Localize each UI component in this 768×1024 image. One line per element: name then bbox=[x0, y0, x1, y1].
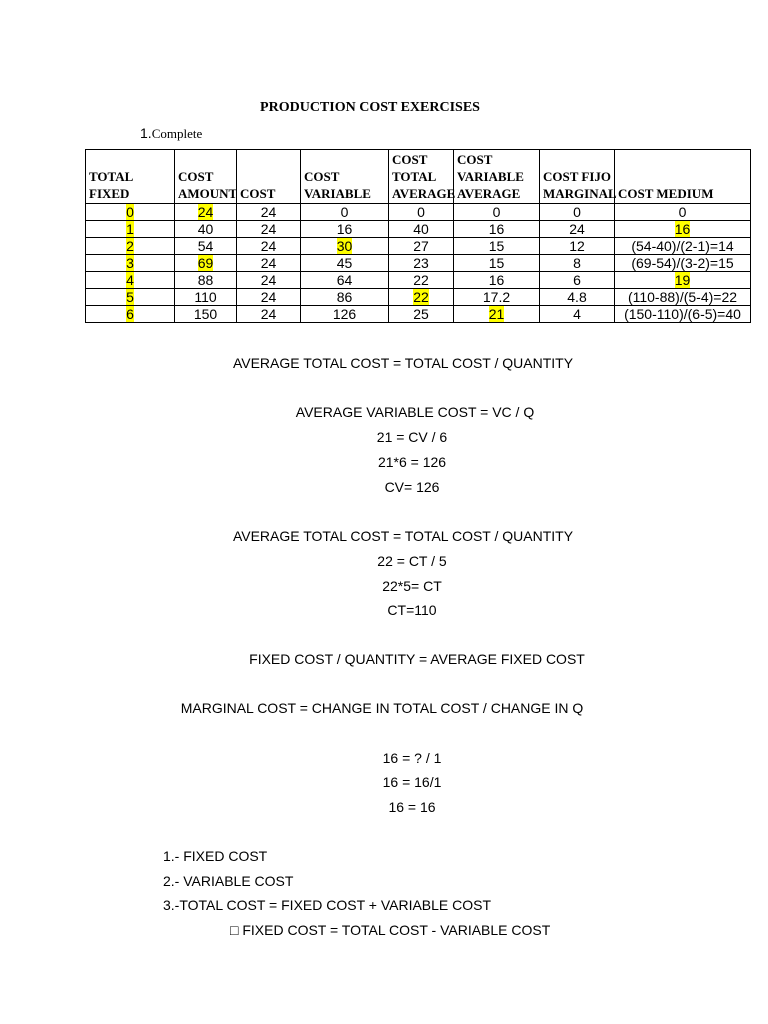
list-item: 3.-TOTAL COST = FIXED COST + VARIABLE COST bbox=[163, 897, 492, 913]
calc-line: 16 = 16/1 bbox=[382, 774, 442, 790]
table-cell: 17.2 bbox=[454, 289, 540, 306]
table-cell bbox=[175, 204, 237, 221]
table-cell bbox=[86, 272, 175, 289]
table-cell: 15 bbox=[454, 238, 540, 255]
header-cost-variable: COST VARIABLE bbox=[301, 150, 389, 204]
formula-average-variable-cost: AVERAGE VARIABLE COST = VC / Q bbox=[295, 404, 535, 420]
table-cell: (110-88)/(5-4)=22 bbox=[615, 289, 751, 306]
calc-line: 16 = 16 bbox=[388, 799, 436, 815]
table-cell bbox=[389, 289, 454, 306]
table-cell: 24 bbox=[237, 255, 301, 272]
highlighted-value: 1 bbox=[126, 221, 134, 237]
table-row bbox=[86, 306, 751, 323]
header-cost-medium: COST MEDIUM bbox=[615, 150, 751, 204]
table-row bbox=[86, 255, 751, 272]
table-cell: 16 bbox=[454, 272, 540, 289]
highlighted-value: 69 bbox=[197, 255, 214, 271]
table-cell bbox=[86, 204, 175, 221]
table-header-row bbox=[86, 150, 751, 204]
table-cell: 0 bbox=[540, 204, 615, 221]
list-item: □ FIXED COST = TOTAL COST - VARIABLE COST bbox=[230, 922, 551, 938]
header-cost: COST bbox=[237, 150, 301, 204]
table-cell bbox=[175, 255, 237, 272]
table-cell: 126 bbox=[301, 306, 389, 323]
table-cell bbox=[454, 306, 540, 323]
table-cell: (150-110)/(6-5)=40 bbox=[615, 306, 751, 323]
list-item: 1.- FIXED COST bbox=[163, 848, 268, 864]
calc-line: 21*6 = 126 bbox=[377, 454, 447, 470]
page-title: PRODUCTION COST EXERCISES bbox=[260, 100, 480, 115]
table-cell: 40 bbox=[389, 221, 454, 238]
table-cell: 4.8 bbox=[540, 289, 615, 306]
table-cell: 27 bbox=[389, 238, 454, 255]
calc-line: CV= 126 bbox=[384, 479, 440, 495]
table-cell bbox=[615, 272, 751, 289]
highlighted-value: 21 bbox=[488, 306, 505, 322]
table-cell: 8 bbox=[540, 255, 615, 272]
highlighted-value: 30 bbox=[336, 238, 353, 254]
table-cell: 12 bbox=[540, 238, 615, 255]
table-cell: 0 bbox=[389, 204, 454, 221]
formula-average-fixed-cost: FIXED COST / QUANTITY = AVERAGE FIXED COST bbox=[249, 651, 585, 667]
table-cell: 24 bbox=[237, 289, 301, 306]
calc-line: 22 = CT / 5 bbox=[377, 553, 447, 569]
exercise-subtitle bbox=[140, 125, 202, 142]
table-row bbox=[86, 289, 751, 306]
table-cell bbox=[615, 221, 751, 238]
header-total-fixed: TOTAL FIXED bbox=[86, 150, 175, 204]
table-cell: 64 bbox=[301, 272, 389, 289]
table-cell: 86 bbox=[301, 289, 389, 306]
table-cell: (69-54)/(3-2)=15 bbox=[615, 255, 751, 272]
table-cell: 22 bbox=[389, 272, 454, 289]
table-cell: 16 bbox=[454, 221, 540, 238]
highlighted-value: 2 bbox=[126, 238, 134, 254]
calc-line: 21 = CV / 6 bbox=[376, 429, 448, 445]
table-row bbox=[86, 272, 751, 289]
table-cell: 24 bbox=[237, 272, 301, 289]
table-cell bbox=[86, 255, 175, 272]
highlighted-value: 3 bbox=[126, 255, 134, 271]
table-cell: 24 bbox=[237, 306, 301, 323]
highlighted-value: 5 bbox=[126, 289, 134, 305]
production-cost-table bbox=[85, 149, 751, 323]
formula-marginal-cost: MARGINAL COST = CHANGE IN TOTAL COST / CHANGE IN Q bbox=[180, 700, 584, 716]
header-cost-amount: COST AMOUNT bbox=[175, 150, 237, 204]
table-cell bbox=[86, 221, 175, 238]
table-row bbox=[86, 204, 751, 221]
formula-average-total-cost: AVERAGE TOTAL COST = TOTAL COST / QUANTITY bbox=[232, 355, 574, 371]
highlighted-value: 16 bbox=[674, 221, 691, 237]
highlighted-value: 6 bbox=[126, 306, 134, 322]
table-cell bbox=[301, 238, 389, 255]
highlighted-value: 24 bbox=[197, 204, 214, 220]
table-cell: 25 bbox=[389, 306, 454, 323]
table-cell: 16 bbox=[301, 221, 389, 238]
highlighted-value: 22 bbox=[413, 289, 429, 305]
table-cell: 45 bbox=[301, 255, 389, 272]
highlighted-value: 19 bbox=[674, 272, 691, 288]
header-cost-variable-average: COST VARIABLE AVERAGE bbox=[454, 150, 540, 204]
calc-line: CT=110 bbox=[387, 602, 437, 618]
formula-average-total-cost: AVERAGE TOTAL COST = TOTAL COST / QUANTITY bbox=[232, 528, 574, 544]
table-row bbox=[86, 238, 751, 255]
table-cell: 110 bbox=[175, 289, 237, 306]
table-cell: 0 bbox=[615, 204, 751, 221]
table-cell: 150 bbox=[175, 306, 237, 323]
table-cell: 23 bbox=[389, 255, 454, 272]
table-cell: 24 bbox=[237, 221, 301, 238]
table-cell bbox=[86, 289, 175, 306]
table-cell: 24 bbox=[237, 204, 301, 221]
table-cell: 24 bbox=[540, 221, 615, 238]
table-cell: 0 bbox=[301, 204, 389, 221]
exercise-instruction: Complete bbox=[151, 126, 203, 141]
list-item: 2.- VARIABLE COST bbox=[163, 873, 294, 889]
table-cell: (54-40)/(2-1)=14 bbox=[615, 238, 751, 255]
header-cost-total-average: COST TOTAL AVERAGE bbox=[389, 150, 454, 204]
exercise-number: 1. bbox=[140, 125, 152, 141]
table-row bbox=[86, 221, 751, 238]
highlighted-value: 0 bbox=[126, 204, 134, 220]
calc-line: 22*5= CT bbox=[382, 578, 442, 594]
highlighted-value: 4 bbox=[126, 272, 134, 288]
table-cell: 0 bbox=[454, 204, 540, 221]
table-cell: 88 bbox=[175, 272, 237, 289]
table-cell bbox=[86, 238, 175, 255]
table-cell: 24 bbox=[237, 238, 301, 255]
table-cell bbox=[86, 306, 175, 323]
table-cell: 15 bbox=[454, 255, 540, 272]
table-cell: 6 bbox=[540, 272, 615, 289]
table-cell: 4 bbox=[540, 306, 615, 323]
table-cell: 40 bbox=[175, 221, 237, 238]
table-cell: 54 bbox=[175, 238, 237, 255]
calc-line: 16 = ? / 1 bbox=[382, 750, 442, 766]
header-cost-fijo-marginal: COST FIJO MARGINAL bbox=[540, 150, 615, 204]
